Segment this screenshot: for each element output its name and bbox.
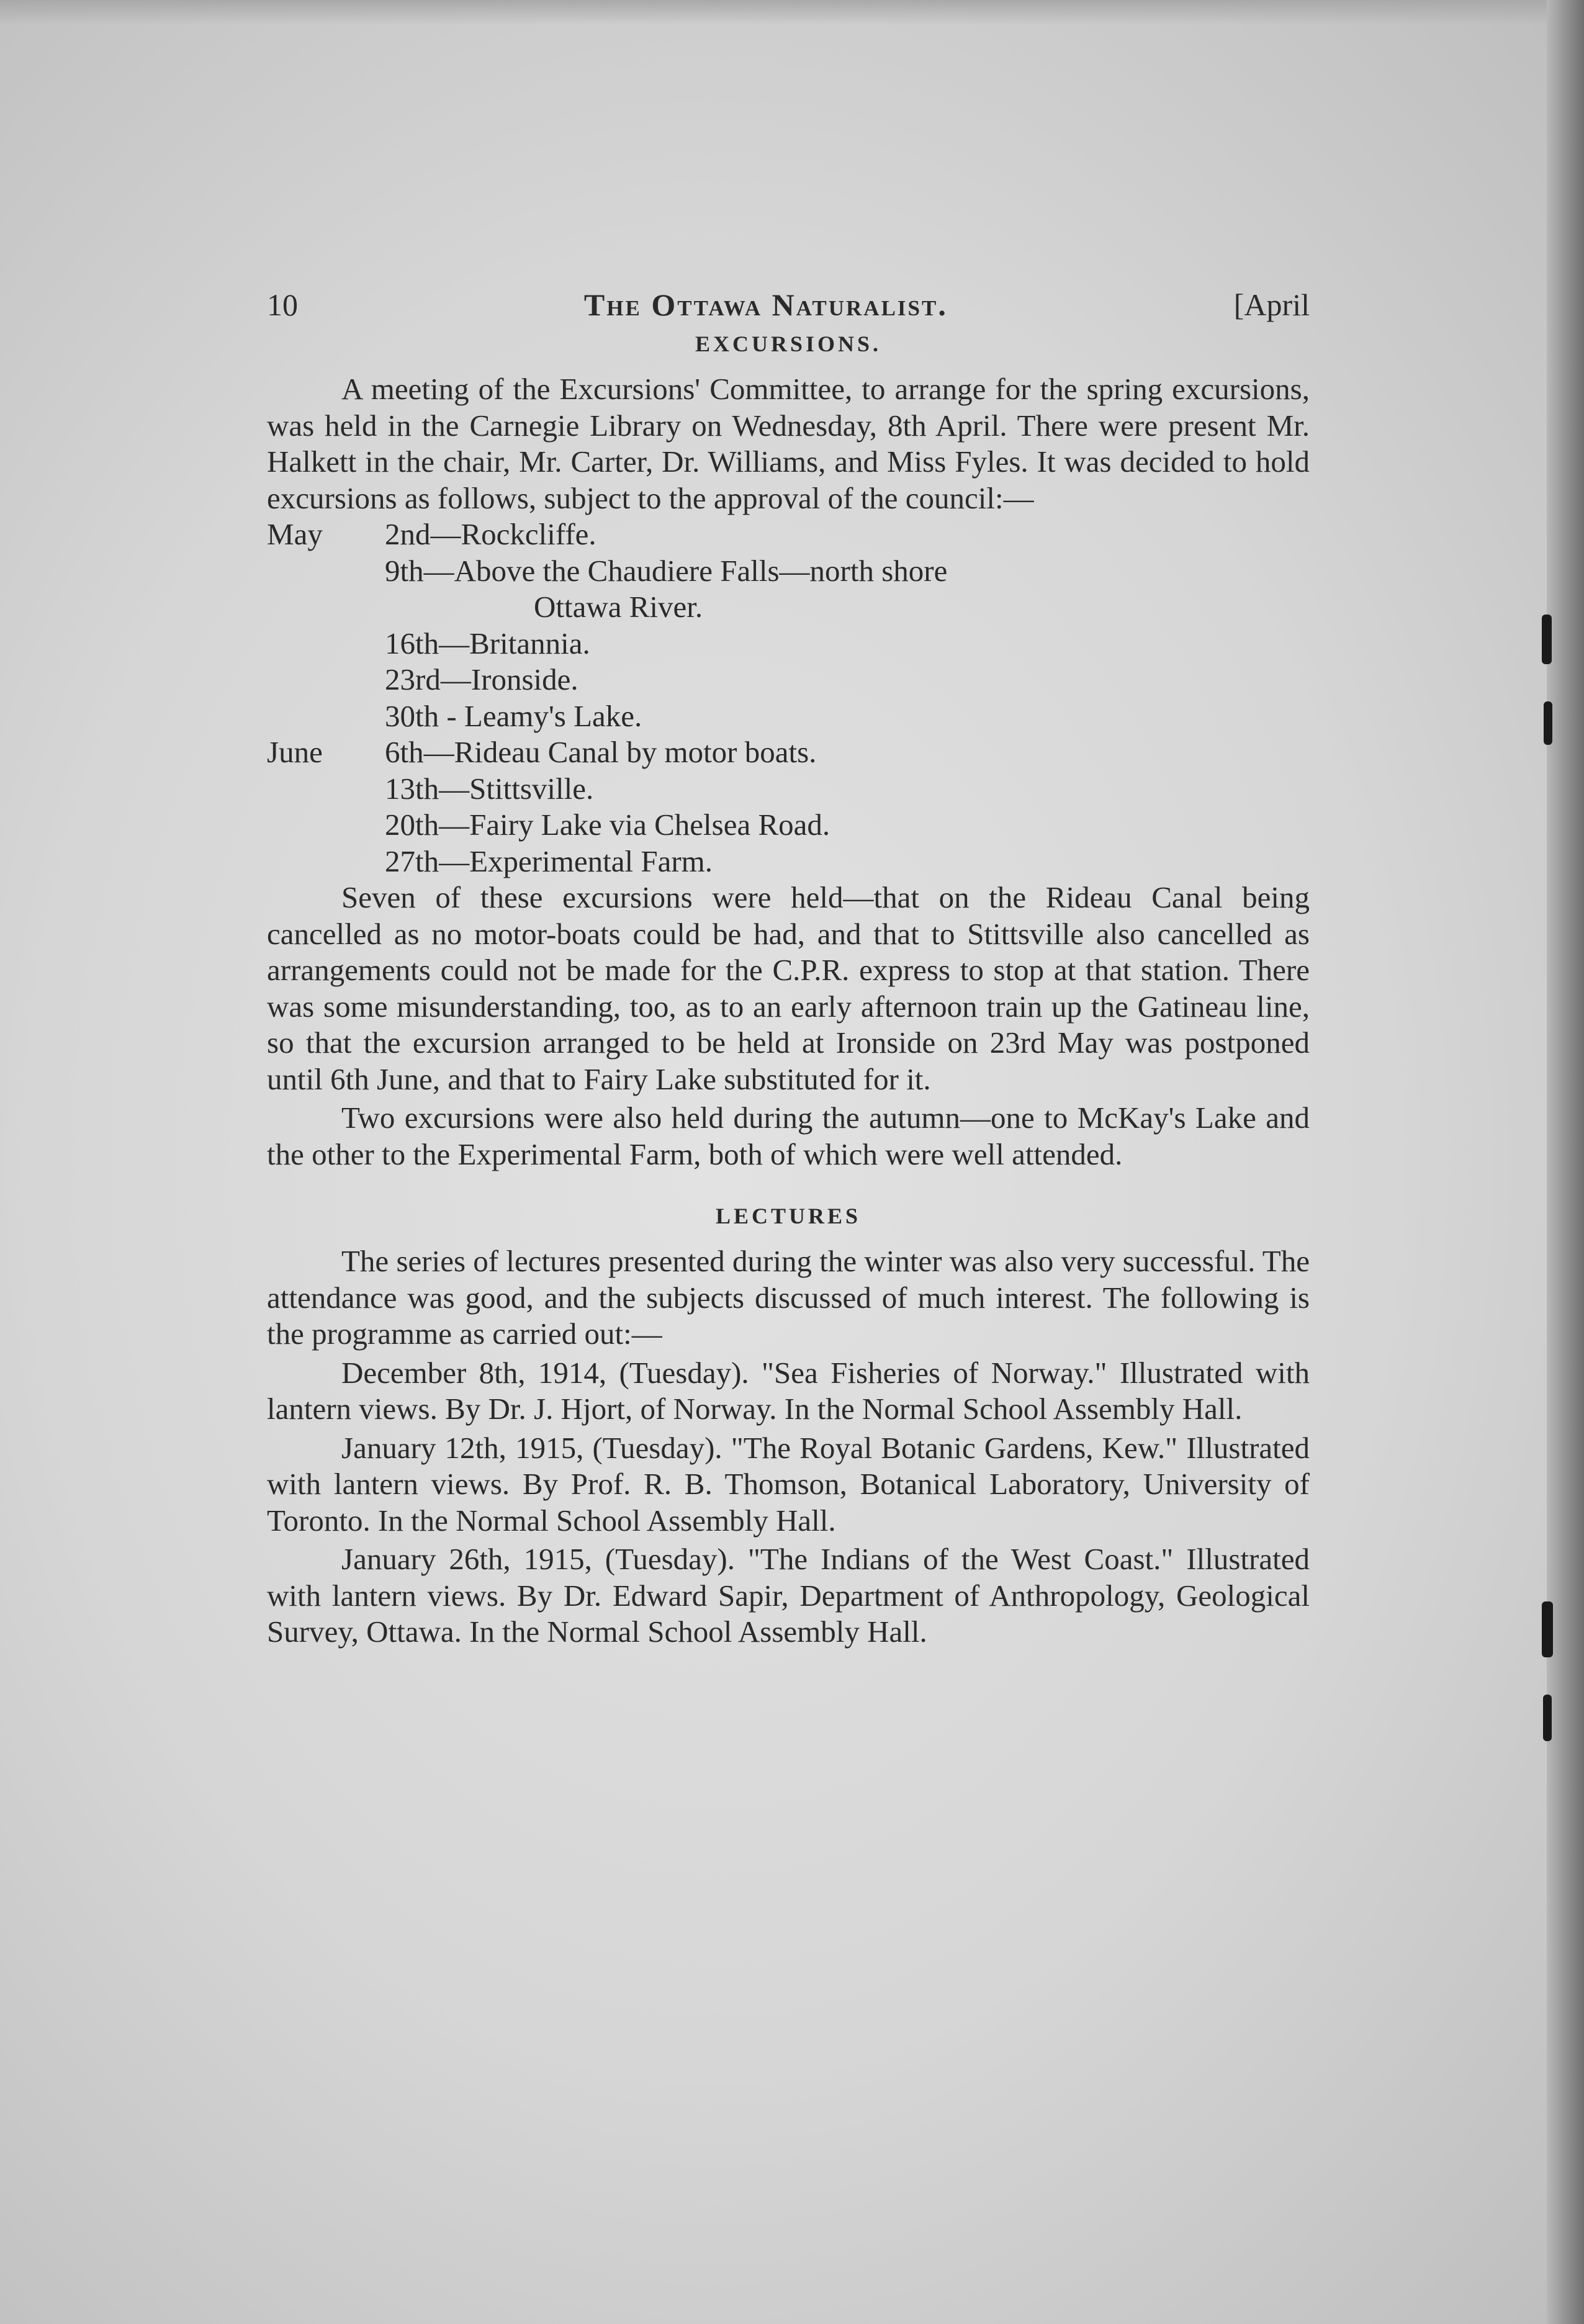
binding-mark xyxy=(1542,615,1552,664)
journal-title: The Ottawa Naturalist. xyxy=(583,287,948,322)
schedule-entry: 27th—Experimental Farm. xyxy=(385,844,713,878)
running-head xyxy=(267,287,1310,325)
schedule-month xyxy=(267,844,385,880)
schedule-row xyxy=(267,589,1310,626)
binding-mark xyxy=(1543,1695,1552,1741)
schedule-row xyxy=(267,771,1310,808)
schedule-entry: 9th—Above the Chaudiere Falls—north shore xyxy=(385,553,948,588)
schedule-row xyxy=(267,662,1310,698)
schedule-month xyxy=(267,698,385,735)
schedule-month xyxy=(267,771,385,808)
paragraph: Seven of these excursions were held—that on the Rideau Canal being cancelled as no motor-boats could be had, and that to Stittsville also cancelled as arrangements could not be made for the C.P.R. express to stop at that station. There was some misunderstanding, too, as to an early afternoon train up the Gatineau line, so that the excursion arranged to be held at Ironside on 23rd May was postponed until 6th June, and that to Fairy Lake substituted for it. xyxy=(267,880,1310,1096)
paragraph: The series of lectures presented during the winter was also very successful. The attendance was good, and the subjects discussed of much interest. The following is the programme as carried out:— xyxy=(267,1244,1310,1351)
page-content xyxy=(267,287,1310,1651)
schedule-month xyxy=(267,807,385,844)
page-number: 10 xyxy=(267,287,298,322)
schedule-month xyxy=(267,553,385,590)
schedule-entry: 20th—Fairy Lake via Chelsea Road. xyxy=(385,808,830,842)
binding-mark xyxy=(1544,701,1552,745)
binding-mark xyxy=(1542,1601,1553,1657)
schedule-row xyxy=(267,734,1310,771)
schedule-month xyxy=(267,662,385,698)
section-heading-lectures: LECTURES xyxy=(715,1204,862,1228)
paragraph: A meeting of the Excursions' Committee, to arrange for the spring excursions, was held in the Carnegie Library on Wednesday, 8th April. There were present Mr. Halkett in the chair, Mr. Carter, Dr. Williams, and Miss Fyles. It was decided to hold excursions as follows, subject to the approval of the council:— xyxy=(267,372,1310,515)
schedule-row xyxy=(267,553,1310,590)
schedule-row xyxy=(267,844,1310,880)
schedule-month xyxy=(267,626,385,662)
schedule-entry: 6th—Rideau Canal by motor boats. xyxy=(385,735,817,769)
schedule-row xyxy=(267,516,1310,553)
schedule-entry: 30th - Leamy's Lake. xyxy=(385,698,642,733)
schedule-entry: 23rd—Ironside. xyxy=(385,662,578,696)
schedule-entry: 2nd—Rockcliffe. xyxy=(385,517,596,551)
lecture-entry: January 26th, 1915, (Tuesday). "The Indians of the West Coast." Illustrated with lantern views. By Dr. Edward Sapir, Department of Anthropology, Geological Survey, Ottawa. In the Normal School Assembly Hall. xyxy=(267,1542,1310,1649)
lecture-list xyxy=(267,1355,1310,1651)
schedule-row xyxy=(267,698,1310,735)
schedule-row xyxy=(267,807,1310,844)
schedule-row xyxy=(267,626,1310,662)
schedule-entry: 16th—Britannia. xyxy=(385,626,590,660)
paragraph: Two excursions were also held during the autumn—one to McKay's Lake and the other to the Experimental Farm, both of which were well attended. xyxy=(267,1101,1310,1171)
excursion-schedule xyxy=(267,516,1310,880)
scan-top-shadow xyxy=(0,0,1584,25)
lecture-entry: December 8th, 1914, (Tuesday). "Sea Fisheries of Norway." Illustrated with lantern views. By Dr. J. Hjort, of Norway. In the Normal School Assembly Hall. xyxy=(267,1355,1310,1426)
scan-right-edge xyxy=(1547,0,1584,2324)
schedule-month: June xyxy=(267,735,323,769)
lecture-entry: January 12th, 1915, (Tuesday). "The Royal Botanic Gardens, Kew." Illustrated with lantern views. By Prof. R. B. Thomson, Botanical Laboratory, University of Toronto. In the Normal School Assembly Hall. xyxy=(267,1430,1310,1538)
section-heading-excursions: EXCURSIONS. xyxy=(695,331,882,356)
schedule-entry: 13th—Stittsville. xyxy=(385,771,594,806)
schedule-month: May xyxy=(267,517,323,551)
schedule-month xyxy=(267,589,385,626)
issue-month: [April xyxy=(1233,287,1310,322)
schedule-entry: Ottawa River. xyxy=(534,590,703,624)
